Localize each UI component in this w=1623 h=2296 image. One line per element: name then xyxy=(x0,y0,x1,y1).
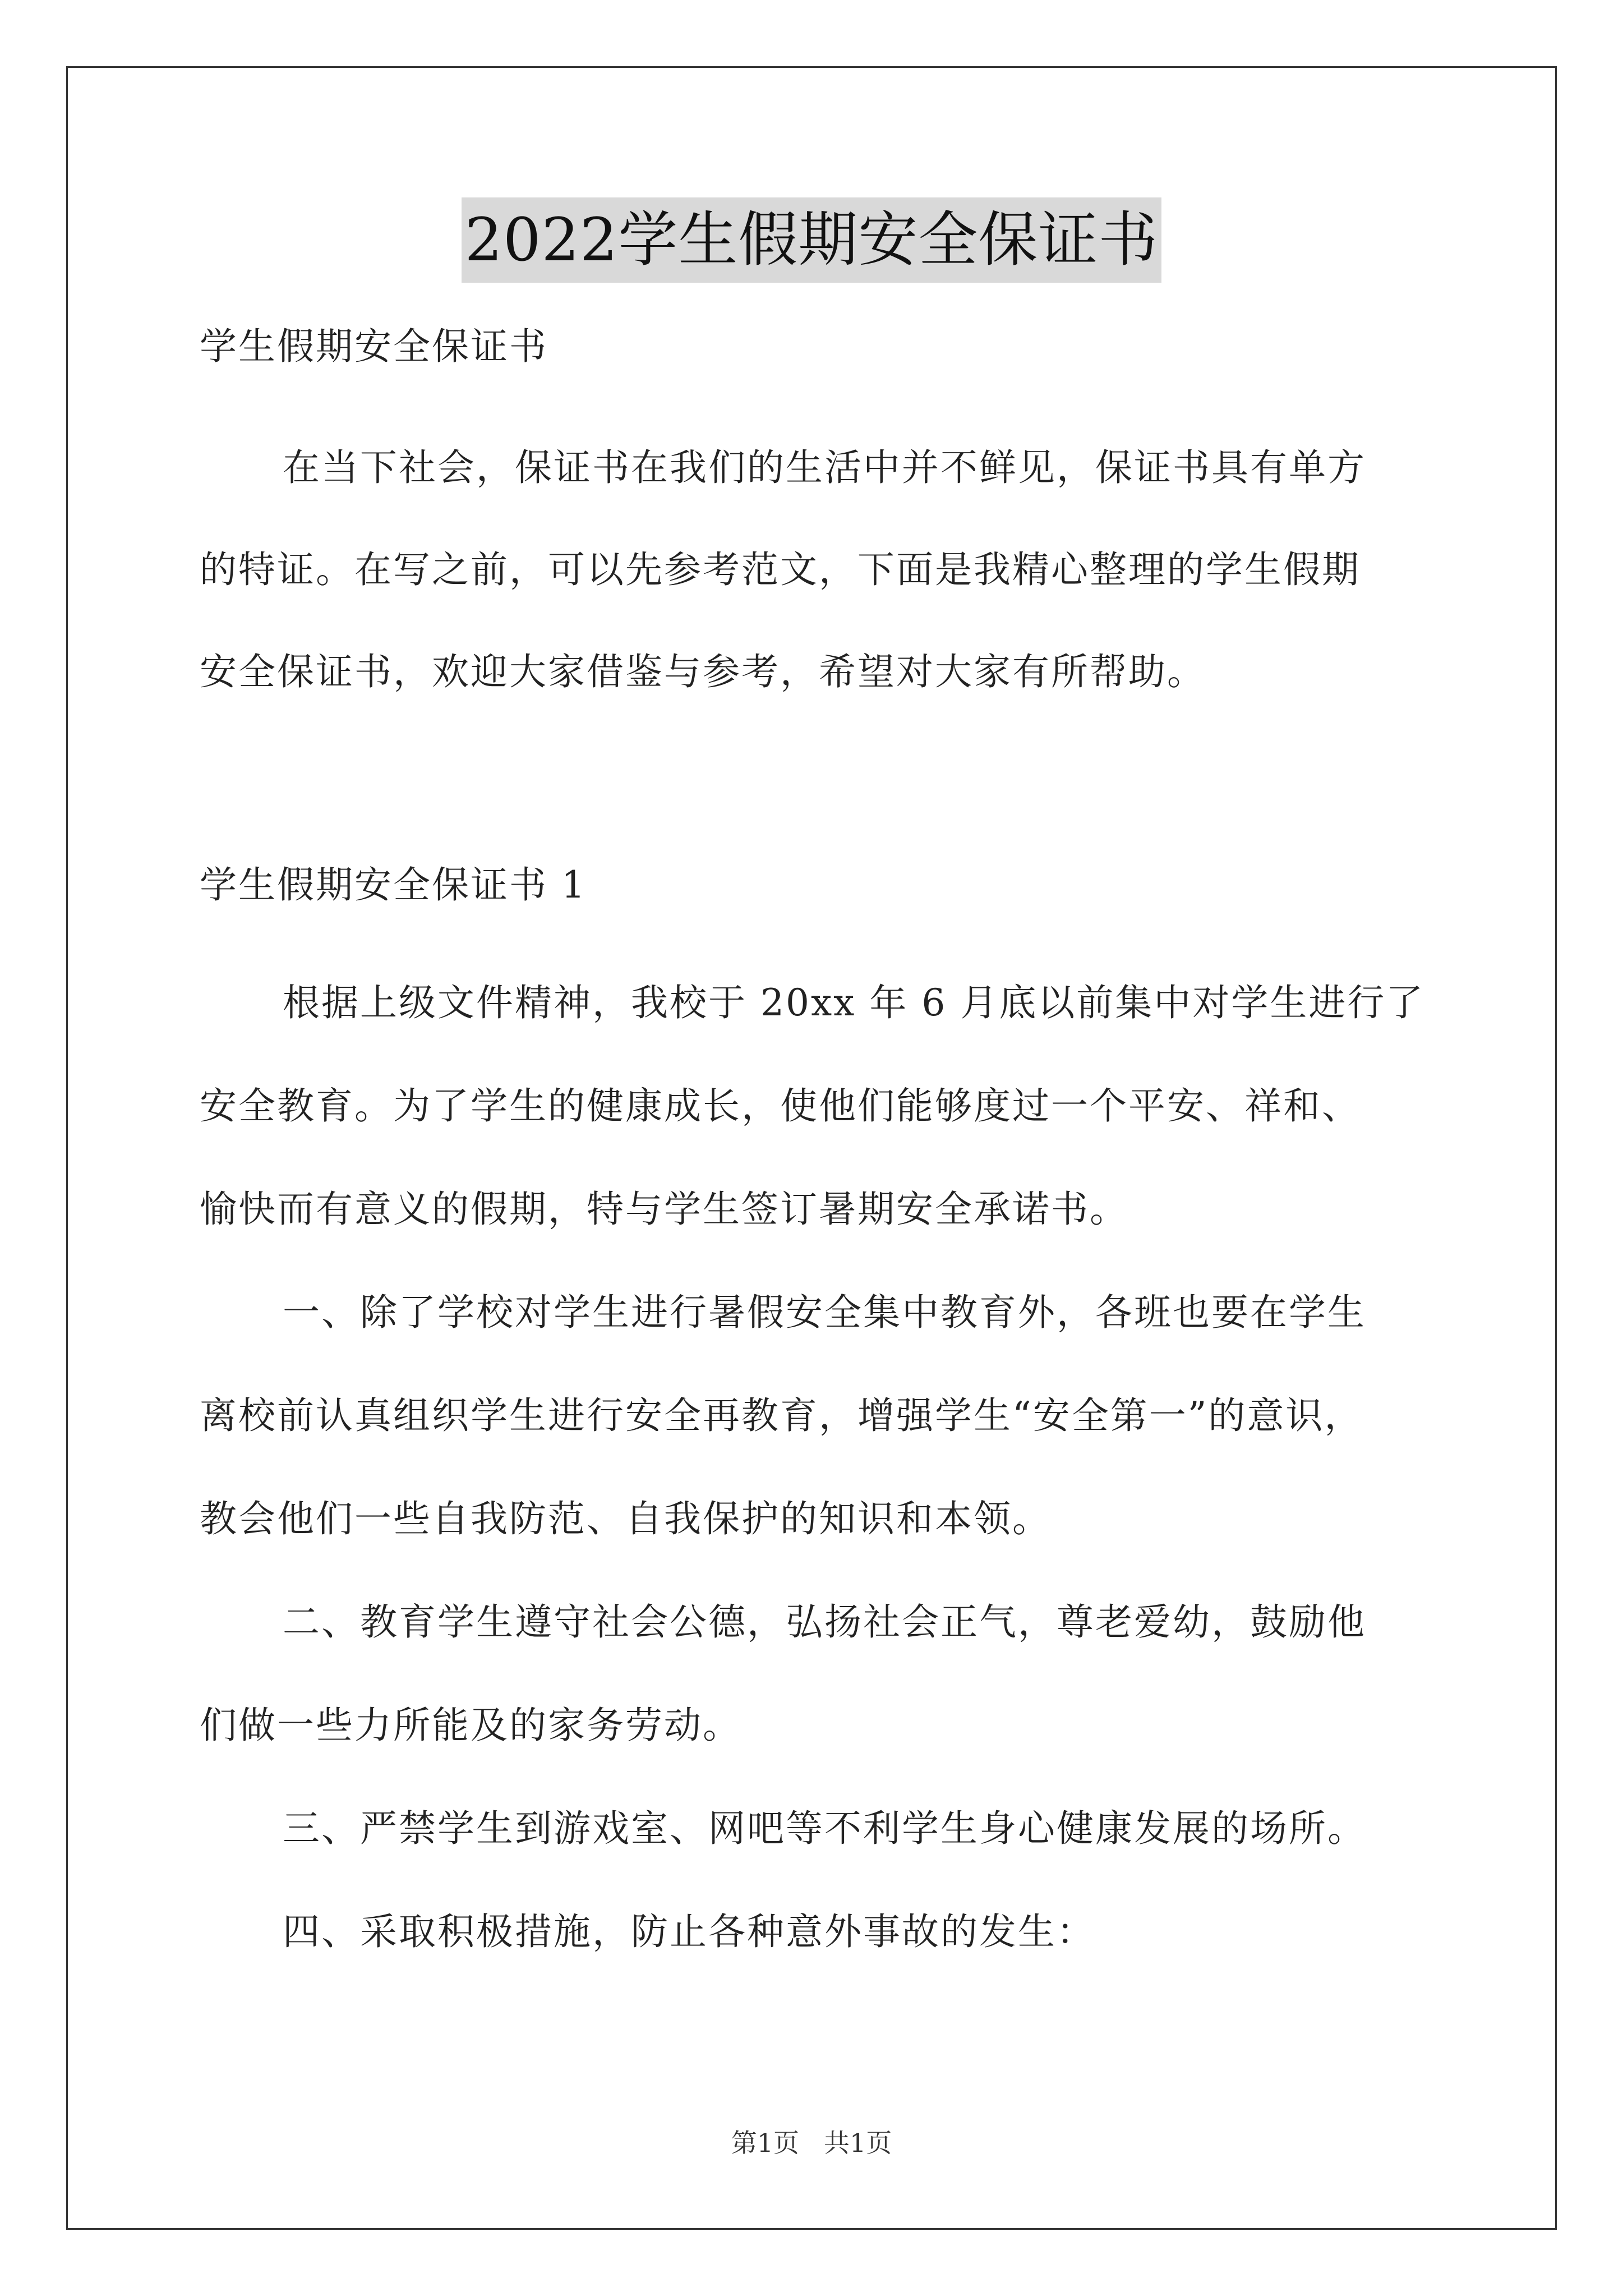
paragraph-line: 们做一些力所能及的家务劳动。 xyxy=(200,1704,741,1747)
page-number-total: 共1页 xyxy=(823,2128,892,2158)
page-number-current: 第1页 xyxy=(731,2128,800,2158)
section-heading: 学生假期安全保证书 1 xyxy=(200,863,587,907)
section-heading: 学生假期安全保证书 xyxy=(200,325,548,368)
paragraph-line: 四、采取积极措施，防止各种意外事故的发生： xyxy=(283,1910,1095,1953)
paragraph-line: 根据上级文件精神，我校于 20xx 年 6 月底以前集中对学生进行了 xyxy=(283,981,1425,1024)
paragraph-line: 一、除了学校对学生进行暑假安全集中教育外，各班也要在学生 xyxy=(283,1291,1366,1334)
paragraph-line: 安全保证书，欢迎大家借鉴与参考，希望对大家有所帮助。 xyxy=(200,650,1206,693)
paragraph-line: 安全教育。为了学生的健康成长，使他们能够度过一个平安、祥和、 xyxy=(200,1084,1361,1128)
paragraph-line: 离校前认真组织学生进行安全再教育，增强学生“安全第一”的意识， xyxy=(200,1394,1363,1437)
page-footer xyxy=(0,2126,1623,2160)
paragraph-line: 的特证。在写之前，可以先参考范文，下面是我精心整理的学生假期 xyxy=(200,548,1361,591)
title-container xyxy=(0,197,1623,283)
paragraph-line: 在当下社会，保证书在我们的生活中并不鲜见，保证书具有单方 xyxy=(283,446,1366,489)
document-title: 2022学生假期安全保证书 xyxy=(462,197,1162,283)
paragraph-line: 二、教育学生遵守社会公德，弘扬社会正气，尊老爱幼，鼓励他 xyxy=(283,1600,1366,1644)
paragraph-line: 教会他们一些自我防范、自我保护的知识和本领。 xyxy=(200,1497,1051,1540)
paragraph-line: 三、严禁学生到游戏室、网吧等不利学生身心健康发展的场所。 xyxy=(283,1807,1366,1850)
paragraph-line: 愉快而有意义的假期，特与学生签订暑期安全承诺书。 xyxy=(200,1188,1128,1231)
